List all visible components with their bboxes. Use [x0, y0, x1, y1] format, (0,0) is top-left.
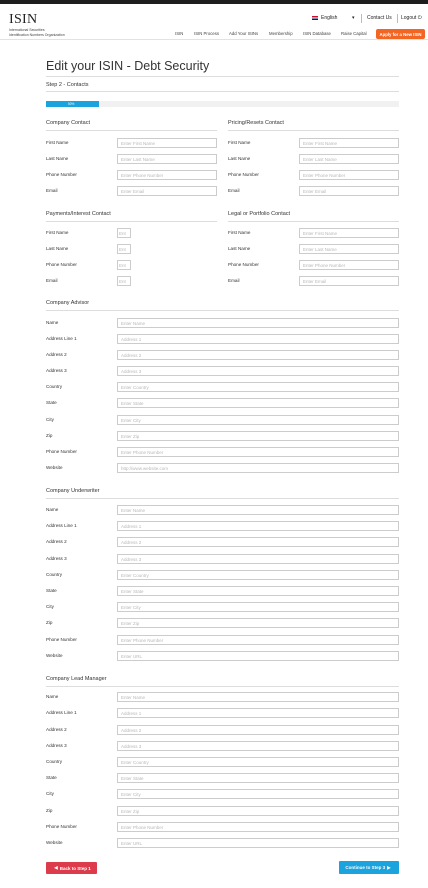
arrow-right-circle-icon: ▶ [387, 864, 391, 870]
advisor-address-3-input[interactable] [117, 366, 399, 376]
field-label: Address Line 1 [46, 336, 77, 341]
advisor-zip-input[interactable] [117, 431, 399, 441]
pricing-last-name-input[interactable] [299, 154, 399, 164]
section-divider [46, 686, 399, 687]
field-label: First Name [46, 230, 69, 235]
field-label: Phone Number [228, 262, 259, 267]
field-label: State [46, 775, 57, 780]
site-header [0, 4, 428, 40]
underwriter-address-3-input[interactable] [117, 554, 399, 564]
company-phone-input[interactable] [117, 170, 217, 180]
section-pricing-resets-contact: Pricing/Resets Contact [228, 120, 284, 126]
legal-email-input[interactable] [299, 276, 399, 286]
field-label: Phone Number [46, 824, 77, 829]
field-label: Phone Number [46, 637, 77, 642]
nav-isin[interactable]: ISIN [175, 31, 184, 36]
step-label: Step 2 - Contacts [46, 82, 89, 88]
divider [397, 14, 398, 23]
section-company-lead-manager: Company Lead Manager [46, 676, 107, 682]
field-label: Phone Number [46, 449, 77, 454]
underwriter-name-input[interactable] [117, 505, 399, 515]
advisor-city-input[interactable] [117, 415, 399, 425]
language-selector[interactable]: English [312, 15, 337, 21]
legal-last-name-input[interactable] [299, 244, 399, 254]
lead-manager-zip-input[interactable] [117, 806, 399, 816]
continue-to-step-3-button[interactable]: Continue to Step 3 ▶ [339, 861, 399, 874]
caret-down-icon[interactable]: ▾ [352, 15, 355, 21]
progress-bar [46, 101, 399, 107]
field-label: Address 2 [46, 727, 67, 732]
contact-us-link[interactable]: Contact Us [367, 15, 392, 21]
field-label: Country [46, 572, 63, 577]
arrow-left-circle-icon: ◀ [54, 865, 58, 870]
field-label: Phone Number [228, 172, 259, 177]
field-label: First Name [46, 140, 69, 145]
step-divider [46, 91, 399, 92]
underwriter-address-1-input[interactable] [117, 521, 399, 531]
field-label: First Name [228, 140, 251, 145]
field-label: Website [46, 840, 63, 845]
field-label: Last Name [228, 246, 251, 251]
lead-manager-website-input[interactable] [117, 838, 399, 848]
underwriter-state-input[interactable] [117, 586, 399, 596]
nav-raise-capital[interactable]: Raise Capital [341, 31, 367, 36]
logo-subtitle: Identification Numbers Organization [9, 33, 65, 37]
payments-first-name-input[interactable] [117, 228, 131, 238]
underwriter-phone-input[interactable] [117, 635, 399, 645]
field-label: Name [46, 694, 59, 699]
payments-phone-input[interactable] [117, 260, 131, 270]
section-divider [46, 221, 217, 222]
field-label: Address 3 [46, 556, 67, 561]
field-label: Address 3 [46, 368, 67, 373]
section-company-underwriter: Company Underwriter [46, 488, 100, 494]
legal-first-name-input[interactable] [299, 228, 399, 238]
payments-last-name-input[interactable] [117, 244, 131, 254]
underwriter-website-input[interactable] [117, 651, 399, 661]
section-divider [46, 498, 399, 499]
apply-new-isin-button[interactable]: Apply for a New ISIN [376, 29, 425, 39]
field-label: State [46, 588, 57, 593]
lead-manager-city-input[interactable] [117, 789, 399, 799]
field-label: Last Name [228, 156, 251, 161]
field-label: Phone Number [46, 262, 77, 267]
field-label: Email [46, 188, 58, 193]
section-divider [228, 221, 399, 222]
field-label: Country [46, 384, 63, 389]
back-to-step-1-button[interactable]: ◀ Back to Step 1 [46, 862, 97, 874]
nav-isin-database[interactable]: ISIN Database [303, 31, 331, 36]
logo-subtitle: International Securities [9, 28, 45, 32]
page-title: Edit your ISIN - Debt Security [46, 59, 210, 73]
field-label: Address 2 [46, 539, 67, 544]
field-label: Address 2 [46, 352, 67, 357]
lead-manager-address-3-input[interactable] [117, 741, 399, 751]
field-label: Zip [46, 433, 53, 438]
field-label: Email [228, 188, 240, 193]
underwriter-country-input[interactable] [117, 570, 399, 580]
pricing-phone-input[interactable] [299, 170, 399, 180]
nav-add-your-isins[interactable]: Add Your ISINs [229, 31, 259, 36]
field-label: First Name [228, 230, 251, 235]
logout-link[interactable]: Logout ⏻ [401, 15, 422, 21]
field-label: Zip [46, 620, 53, 625]
payments-email-input[interactable] [117, 276, 131, 286]
advisor-country-input[interactable] [117, 382, 399, 392]
isin-logo[interactable]: ISIN [9, 12, 38, 27]
field-label: City [46, 417, 54, 422]
lead-manager-address-2-input[interactable] [117, 725, 399, 735]
field-label: Address 3 [46, 743, 67, 748]
uk-flag-icon [312, 16, 318, 20]
section-company-advisor: Company Advisor [46, 300, 90, 306]
lead-manager-address-1-input[interactable] [117, 708, 399, 718]
divider [361, 14, 362, 23]
advisor-website-input[interactable] [117, 463, 399, 473]
legal-phone-input[interactable] [299, 260, 399, 270]
pricing-first-name-input[interactable] [299, 138, 399, 148]
section-divider [228, 130, 399, 131]
power-icon: ⏻ [417, 15, 422, 21]
nav-isin-process[interactable]: ISIN Process [194, 31, 220, 36]
progress-fill [46, 101, 99, 107]
advisor-address-1-input[interactable] [117, 334, 399, 344]
company-email-input[interactable] [117, 186, 217, 196]
advisor-phone-input[interactable] [117, 447, 399, 457]
lead-manager-country-input[interactable] [117, 757, 399, 767]
section-payments-interest-contact: Payments/Interest Contact [46, 211, 111, 217]
field-label: City [46, 791, 54, 796]
lead-manager-phone-input[interactable] [117, 822, 399, 832]
section-divider [46, 130, 217, 131]
field-label: Email [228, 278, 240, 283]
field-label: Email [46, 278, 58, 283]
section-divider [46, 310, 399, 311]
nav-membership[interactable]: Membership [269, 31, 293, 36]
company-first-name-input[interactable] [117, 138, 217, 148]
field-label: City [46, 604, 54, 609]
advisor-name-input[interactable] [117, 318, 399, 328]
field-label: Website [46, 653, 63, 658]
field-label: Last Name [46, 246, 69, 251]
field-label: Zip [46, 808, 53, 813]
field-label: Website [46, 465, 63, 470]
title-divider [46, 76, 399, 77]
field-label: Last Name [46, 156, 69, 161]
pricing-email-input[interactable] [299, 186, 399, 196]
field-label: Name [46, 507, 59, 512]
advisor-state-input[interactable] [117, 398, 399, 408]
section-legal-portfolio-contact: Legal or Portfolio Contact [228, 211, 291, 217]
company-last-name-input[interactable] [117, 154, 217, 164]
field-label: Country [46, 759, 63, 764]
field-label: Address Line 1 [46, 523, 77, 528]
underwriter-zip-input[interactable] [117, 618, 399, 628]
section-company-contact: Company Contact [46, 120, 91, 126]
field-label: State [46, 400, 57, 405]
field-label: Name [46, 320, 59, 325]
field-label: Phone Number [46, 172, 77, 177]
underwriter-address-2-input[interactable] [117, 537, 399, 547]
advisor-address-2-input[interactable] [117, 350, 399, 360]
underwriter-city-input[interactable] [117, 602, 399, 612]
progress-label: 50% [68, 102, 75, 106]
lead-manager-name-input[interactable] [117, 692, 399, 702]
lead-manager-state-input[interactable] [117, 773, 399, 783]
field-label: Address Line 1 [46, 710, 77, 715]
